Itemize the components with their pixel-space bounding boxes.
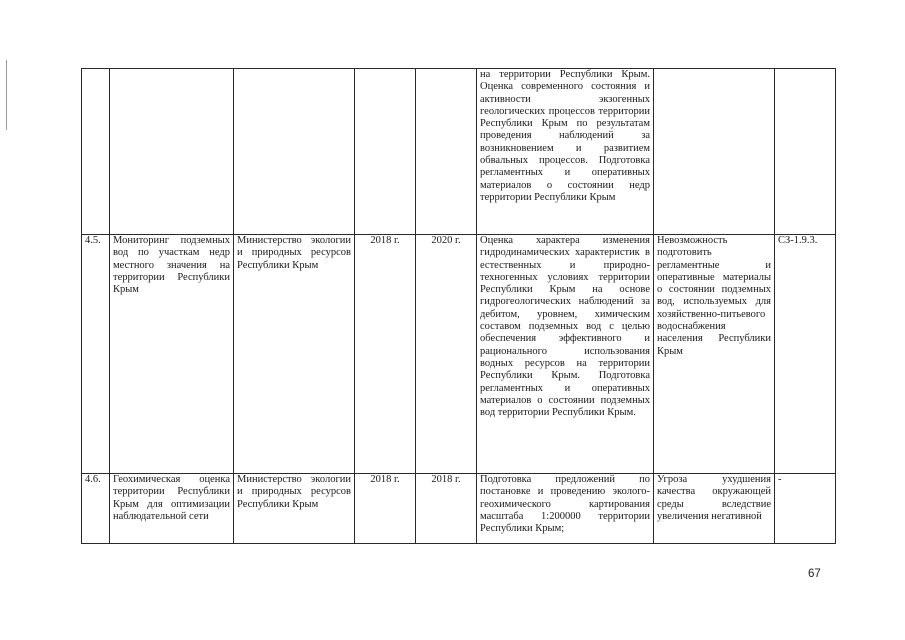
cell-link: - bbox=[775, 474, 836, 544]
cell-executor: Министерство экологии и природных ресурсов Республики Крым bbox=[234, 235, 355, 474]
cell-end bbox=[416, 69, 477, 235]
table-row bbox=[82, 235, 836, 474]
cell-end: 2020 г. bbox=[416, 235, 477, 474]
cell-number: 4.5. bbox=[82, 235, 110, 474]
cell-consequence: Угроза ухудшения качества окружающей среды вследствие увеличения негативной bbox=[654, 474, 775, 544]
scan-margin-mark bbox=[6, 60, 7, 130]
cell-description: на территории Республики Крым. Оценка современного состояния и активности экзогенных геологических процессов территории Республики Крым по результатам проведения наблюдений за возникновением и развитием обвальных процессов. Подготовка регламентных и оперативных материалов о состоянии недр территории Республики Крым bbox=[477, 69, 654, 235]
cell-consequence: Невозможность подготовить регламентные и оперативные материалы о состоянии подземных вод, используемых для хозяйственно-питьевого водоснабжения населения Республики Крым bbox=[654, 235, 775, 474]
table-row-continuation bbox=[82, 69, 836, 235]
cell-start: 2018 г. bbox=[355, 235, 416, 474]
cell-start: 2018 г. bbox=[355, 474, 416, 544]
cell-number: 4.6. bbox=[82, 474, 110, 544]
page-number: 67 bbox=[808, 568, 821, 580]
cell-executor bbox=[234, 69, 355, 235]
cell-number bbox=[82, 69, 110, 235]
program-table bbox=[81, 68, 836, 544]
cell-description: Подготовка предложений по постановке и проведению эколого-геохимического картирования масштаба 1:200000 территории Республики Крым; bbox=[477, 474, 654, 544]
cell-consequence bbox=[654, 69, 775, 235]
cell-start bbox=[355, 69, 416, 235]
cell-name bbox=[110, 69, 234, 235]
cell-link bbox=[775, 69, 836, 235]
cell-name: Геохимическая оценка территории Республики Крым для оптимизации наблюдательной сети bbox=[110, 474, 234, 544]
cell-end: 2018 г. bbox=[416, 474, 477, 544]
cell-name: Мониторинг подземных вод по участкам недр местного значения на территории Республики Крым bbox=[110, 235, 234, 474]
cell-description: Оценка характера изменения гидродинамических характеристик в естественных и природно-техногенных условиях территории Республики Крым на основе гидрогеологических наблюдений за дебитом, уровнем, химическим составом подземных вод с целью обеспечения эффективного и рационального использования водных ресурсов на территории Республики Крым. Подготовка регламентных и оперативных материалов о состоянии подземных вод территории Республики Крым. bbox=[477, 235, 654, 474]
table-row bbox=[82, 474, 836, 544]
cell-executor: Министерство экологии и природных ресурсов Республики Крым bbox=[234, 474, 355, 544]
cell-link: СЗ-1.9.3. bbox=[775, 235, 836, 474]
